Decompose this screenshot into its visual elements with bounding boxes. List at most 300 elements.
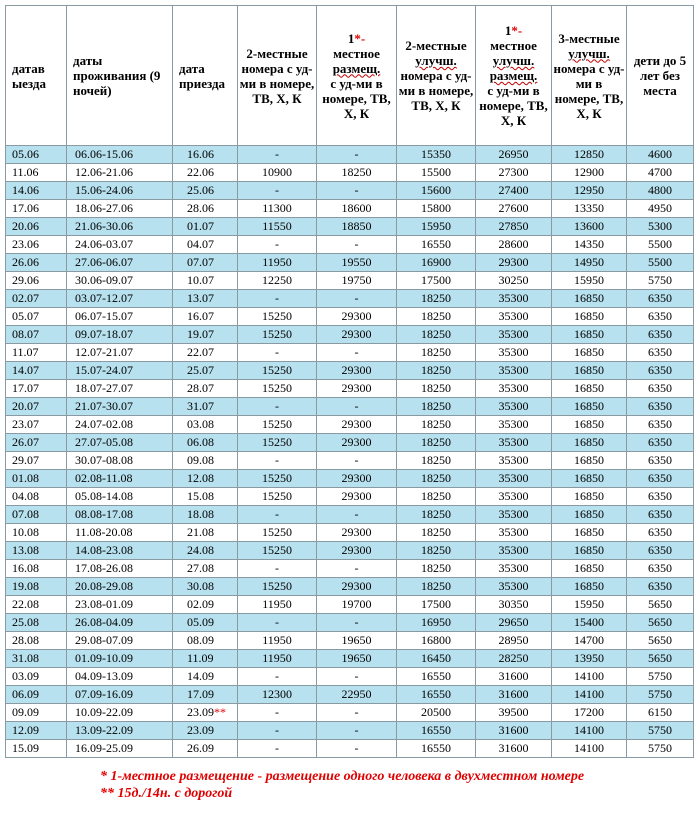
cell-children-price	[627, 434, 694, 452]
cell-value: 6350	[648, 363, 672, 377]
cell-double-improved-price	[397, 542, 476, 560]
cell-children-price	[627, 650, 694, 668]
cell-single-price	[317, 578, 397, 596]
cell-value: 16850	[574, 417, 604, 431]
cell-triple-improved-price	[552, 236, 627, 254]
cell-children-price	[627, 542, 694, 560]
cell-double-price	[238, 164, 317, 182]
cell-triple-improved-price	[552, 272, 627, 290]
cell-value: 12.06-21.06	[75, 165, 133, 179]
cell-value: 12.08	[187, 471, 214, 485]
cell-value: 05.09	[187, 615, 214, 629]
cell-double-improved-price	[397, 470, 476, 488]
cell-value: 5650	[648, 615, 672, 629]
cell-double-price	[238, 218, 317, 236]
cell-arrival-date	[173, 290, 238, 308]
cell-arrival-date	[173, 596, 238, 614]
table-row	[6, 218, 694, 236]
cell-value: 29300	[498, 255, 529, 269]
cell-double-price	[238, 290, 317, 308]
cell-value: 21.07-30.07	[75, 399, 133, 413]
cell-value: 31600	[498, 723, 529, 737]
cell-value: 06.07-15.07	[75, 309, 133, 323]
table-row	[6, 506, 694, 524]
price-table-wrapper	[5, 5, 694, 758]
cell-value: 18250	[421, 579, 451, 593]
cell-single-improved-price	[476, 632, 552, 650]
cell-triple-improved-price	[552, 362, 627, 380]
cell-value: 13950	[574, 651, 604, 665]
cell-value: 31600	[498, 741, 529, 755]
cell-double-price	[238, 416, 317, 434]
cell-single-improved-price	[476, 200, 552, 218]
cell-value: -	[354, 705, 359, 719]
cell-value: -	[354, 723, 359, 737]
cell-value: 35300	[498, 507, 529, 521]
cell-value: 18250	[421, 363, 451, 377]
cell-single-price	[317, 254, 397, 272]
cell-children-price	[627, 524, 694, 542]
cell-value: 19700	[341, 597, 372, 611]
cell-value: 07.07	[187, 255, 214, 269]
cell-single-price	[317, 326, 397, 344]
cell-value: 26.08-04.09	[75, 615, 133, 629]
cell-departure-date	[6, 380, 67, 398]
cell-triple-improved-price	[552, 668, 627, 686]
cell-value: -	[354, 183, 359, 197]
cell-single-improved-price	[476, 398, 552, 416]
cell-single-improved-price	[476, 434, 552, 452]
cell-stay-dates	[67, 416, 173, 434]
cell-single-price	[317, 380, 397, 398]
cell-value: 5750	[648, 741, 672, 755]
cell-double-price	[238, 740, 317, 758]
cell-value: 14.09	[187, 669, 214, 683]
cell-value: 35300	[498, 327, 529, 341]
table-row	[6, 686, 694, 704]
footnote-with-travel: ** 15д./14н. с дорогой	[100, 786, 233, 801]
cell-triple-improved-price	[552, 704, 627, 722]
cell-arrival-date	[173, 416, 238, 434]
cell-single-price	[317, 236, 397, 254]
cell-value: 28.06	[187, 201, 214, 215]
cell-value: 16900	[421, 255, 451, 269]
cell-value: 28250	[498, 651, 529, 665]
cell-value: 6350	[648, 381, 672, 395]
cell-value: 18250	[421, 471, 451, 485]
cell-value: 23.08-01.09	[75, 597, 133, 611]
cell-value: 03.09	[12, 669, 39, 683]
cell-children-price	[627, 488, 694, 506]
cell-value: 35300	[498, 417, 529, 431]
table-row	[6, 164, 694, 182]
cell-value: 19.08	[12, 579, 39, 593]
cell-value: 4950	[648, 201, 672, 215]
cell-value: 28600	[498, 237, 529, 251]
cell-value: 29300	[341, 309, 372, 323]
table-row	[6, 668, 694, 686]
cell-value: -	[275, 183, 279, 197]
cell-value: 10900	[262, 165, 292, 179]
cell-single-price	[317, 362, 397, 380]
cell-value: 27.08	[187, 561, 214, 575]
cell-departure-date	[6, 290, 67, 308]
cell-children-price	[627, 560, 694, 578]
cell-value: 18250	[421, 417, 451, 431]
cell-children-price	[627, 506, 694, 524]
table-row	[6, 632, 694, 650]
cell-single-price	[317, 524, 397, 542]
cell-value: 28.08	[12, 633, 39, 647]
cell-value: 28.07	[187, 381, 214, 395]
cell-value: 18250	[421, 381, 451, 395]
cell-single-price	[317, 686, 397, 704]
cell-value: 12850	[574, 147, 604, 161]
cell-value: 6150	[648, 705, 672, 719]
cell-double-price	[238, 362, 317, 380]
table-row	[6, 722, 694, 740]
cell-value: 08.07	[12, 327, 39, 341]
cell-single-improved-price	[476, 722, 552, 740]
cell-single-price	[317, 434, 397, 452]
cell-children-price	[627, 632, 694, 650]
cell-double-price	[238, 236, 317, 254]
cell-arrival-date	[173, 704, 238, 722]
cell-value: 22.06	[187, 165, 214, 179]
cell-single-price	[317, 668, 397, 686]
cell-triple-improved-price	[552, 218, 627, 236]
cell-value: 35300	[498, 525, 529, 539]
cell-departure-date	[6, 506, 67, 524]
cell-stay-dates	[67, 200, 173, 218]
cell-value: 35300	[498, 543, 529, 557]
cell-double-improved-price	[397, 560, 476, 578]
cell-value: 26.06	[12, 255, 39, 269]
cell-value: 6350	[648, 561, 672, 575]
cell-value: -	[354, 237, 359, 251]
header-row	[6, 6, 694, 146]
cell-value: 4600	[648, 147, 672, 161]
cell-stay-dates	[67, 452, 173, 470]
cell-value: 35300	[498, 399, 529, 413]
cell-value: 16550	[421, 741, 451, 755]
cell-value: 15400	[574, 615, 604, 629]
cell-value: 12.07-21.07	[75, 345, 133, 359]
cell-departure-date	[6, 146, 67, 164]
cell-single-improved-price	[476, 686, 552, 704]
cell-value: 27.06-06.07	[75, 255, 133, 269]
cell-value: 28950	[498, 633, 529, 647]
cell-value: 17.07	[12, 381, 39, 395]
cell-value: 05.06	[12, 147, 39, 161]
cell-value: 21.06-30.06	[75, 219, 133, 233]
cell-stay-dates	[67, 542, 173, 560]
cell-value: 6350	[648, 291, 672, 305]
cell-value: 35300	[498, 453, 529, 467]
cell-value: 15800	[421, 201, 451, 215]
table-row	[6, 740, 694, 758]
cell-double-improved-price	[397, 164, 476, 182]
cell-stay-dates	[67, 506, 173, 524]
cell-value: 29300	[341, 435, 372, 449]
cell-value: 15950	[574, 273, 604, 287]
cell-single-price	[317, 470, 397, 488]
cell-value: 18250	[421, 543, 451, 557]
cell-value: 35300	[498, 579, 529, 593]
cell-triple-improved-price	[552, 326, 627, 344]
cell-single-price	[317, 416, 397, 434]
table-row	[6, 236, 694, 254]
cell-arrival-date	[173, 560, 238, 578]
cell-value: 6350	[648, 489, 672, 503]
cell-children-price	[627, 470, 694, 488]
table-row	[6, 524, 694, 542]
cell-value: 16850	[574, 345, 604, 359]
header-simp-num: 1	[504, 23, 512, 38]
table-row	[6, 650, 694, 668]
cell-value: -	[354, 291, 359, 305]
cell-departure-date	[6, 740, 67, 758]
cell-value: 15250	[262, 327, 292, 341]
cell-single-price	[317, 290, 397, 308]
cell-value: 16850	[574, 525, 604, 539]
cell-stay-dates	[67, 434, 173, 452]
cell-children-price	[627, 146, 694, 164]
cell-value: 14.06	[12, 183, 39, 197]
cell-double-price	[238, 452, 317, 470]
cell-value: 01.07	[187, 219, 214, 233]
cell-arrival-date	[173, 434, 238, 452]
cell-value: 35300	[498, 363, 529, 377]
cell-value: 35300	[498, 471, 529, 485]
cell-single-price	[317, 632, 397, 650]
cell-arrival-date	[173, 272, 238, 290]
cell-departure-date	[6, 416, 67, 434]
cell-value: -	[354, 615, 359, 629]
header-single-rest: с уд-ми в номере, ТВ, Х, К	[322, 75, 391, 121]
cell-double-improved-price	[397, 344, 476, 362]
cell-children-price	[627, 200, 694, 218]
cell-single-price	[317, 398, 397, 416]
header-timp-b: улучш.	[568, 45, 610, 61]
cell-children-price	[627, 722, 694, 740]
cell-arrival-date	[173, 470, 238, 488]
cell-stay-dates	[67, 704, 173, 722]
cell-double-improved-price	[397, 488, 476, 506]
cell-children-price	[627, 308, 694, 326]
cell-arrival-date	[173, 146, 238, 164]
cell-single-improved-price	[476, 182, 552, 200]
table-row	[6, 560, 694, 578]
cell-single-price	[317, 452, 397, 470]
cell-double-improved-price	[397, 668, 476, 686]
cell-double-price	[238, 722, 317, 740]
header-single-num: 1	[347, 30, 355, 46]
cell-value: 17.08-26.08	[75, 561, 133, 575]
cell-double-improved-price	[397, 704, 476, 722]
cell-double-price	[238, 182, 317, 200]
cell-value: 14.07	[12, 363, 39, 377]
cell-value: 18.08	[187, 507, 214, 521]
header-simp-asterisk: *-	[511, 23, 523, 38]
cell-stay-dates	[67, 578, 173, 596]
cell-value: 27400	[498, 183, 529, 197]
cell-value: 6350	[648, 507, 672, 521]
double-asterisk-marker: **	[214, 705, 226, 719]
cell-double-price	[238, 146, 317, 164]
cell-value: 16850	[574, 561, 604, 575]
cell-value: 11300	[262, 201, 292, 215]
cell-value: 17500	[421, 597, 451, 611]
cell-value: 14350	[574, 237, 604, 251]
cell-double-improved-price	[397, 434, 476, 452]
cell-value: -	[354, 507, 359, 521]
cell-single-improved-price	[476, 146, 552, 164]
cell-value: 12900	[574, 165, 604, 179]
cell-children-price	[627, 380, 694, 398]
cell-arrival-date	[173, 218, 238, 236]
cell-value: 12950	[574, 183, 604, 197]
cell-value: 18250	[421, 345, 451, 359]
cell-value: 15250	[262, 489, 292, 503]
cell-stay-dates	[67, 146, 173, 164]
cell-value: -	[354, 399, 359, 413]
cell-departure-date	[6, 722, 67, 740]
cell-triple-improved-price	[552, 632, 627, 650]
cell-value: 14.08-23.08	[75, 543, 133, 557]
cell-value: 5750	[648, 273, 672, 287]
cell-arrival-date	[173, 236, 238, 254]
table-row	[6, 344, 694, 362]
cell-value: 16850	[574, 543, 604, 557]
cell-value: 18250	[421, 291, 451, 305]
cell-single-improved-price	[476, 308, 552, 326]
cell-departure-date	[6, 686, 67, 704]
cell-value: 29650	[498, 615, 529, 629]
header-triple-improved	[552, 6, 627, 146]
cell-single-price	[317, 146, 397, 164]
cell-departure-date	[6, 398, 67, 416]
cell-stay-dates	[67, 182, 173, 200]
cell-value: 6350	[648, 453, 672, 467]
cell-value: 15250	[262, 579, 292, 593]
cell-value: -	[275, 507, 279, 521]
cell-double-price	[238, 398, 317, 416]
cell-single-price	[317, 596, 397, 614]
cell-value: 16850	[574, 363, 604, 377]
cell-value: 5650	[648, 633, 672, 647]
cell-stay-dates	[67, 236, 173, 254]
cell-value: 6350	[648, 471, 672, 485]
cell-value: 29.07	[12, 453, 39, 467]
cell-single-improved-price	[476, 452, 552, 470]
table-row	[6, 308, 694, 326]
cell-triple-improved-price	[552, 560, 627, 578]
cell-value: 18250	[421, 435, 451, 449]
header-simp-c: местное	[490, 38, 537, 53]
cell-double-improved-price	[397, 524, 476, 542]
cell-children-price	[627, 668, 694, 686]
table-row	[6, 596, 694, 614]
cell-value: 5650	[648, 651, 672, 665]
cell-value: 03.07-12.07	[75, 291, 133, 305]
cell-arrival-date	[173, 506, 238, 524]
cell-single-price	[317, 506, 397, 524]
cell-children-price	[627, 218, 694, 236]
cell-double-price	[238, 326, 317, 344]
cell-value: 19750	[341, 273, 372, 287]
cell-value: 16550	[421, 669, 451, 683]
cell-value: 6350	[648, 579, 672, 593]
cell-value: 18250	[421, 327, 451, 341]
table-row	[6, 542, 694, 560]
cell-value: 5500	[648, 255, 672, 269]
cell-triple-improved-price	[552, 488, 627, 506]
cell-double-price	[238, 380, 317, 398]
cell-value: 18250	[421, 453, 451, 467]
cell-single-price	[317, 272, 397, 290]
cell-arrival-date	[173, 668, 238, 686]
cell-value: 14100	[574, 741, 604, 755]
cell-stay-dates	[67, 650, 173, 668]
header-dimp-c: номера с уд-ми в номере, ТВ, Х, К	[398, 68, 474, 113]
cell-double-price	[238, 308, 317, 326]
cell-double-price	[238, 434, 317, 452]
cell-value: 23.06	[12, 237, 39, 251]
header-timp-a: 3-местные	[558, 30, 620, 46]
cell-value: 16850	[574, 579, 604, 593]
cell-stay-dates	[67, 470, 173, 488]
cell-triple-improved-price	[552, 182, 627, 200]
header-simp-e: размещ.	[489, 68, 538, 83]
cell-value: 15350	[421, 147, 451, 161]
cell-value: 16.09-25.09	[75, 741, 133, 755]
cell-value: -	[275, 669, 279, 683]
cell-value: 13350	[574, 201, 604, 215]
cell-arrival-date	[173, 182, 238, 200]
cell-value: -	[354, 561, 359, 575]
cell-value: 24.08	[187, 543, 214, 557]
cell-single-price	[317, 200, 397, 218]
cell-value: 10.08	[12, 525, 39, 539]
cell-value: 15250	[262, 309, 292, 323]
cell-arrival-date	[173, 380, 238, 398]
cell-double-improved-price	[397, 416, 476, 434]
cell-value: 16450	[421, 651, 451, 665]
header-single-word: местное	[333, 45, 380, 61]
cell-double-price	[238, 686, 317, 704]
cell-single-improved-price	[476, 344, 552, 362]
cell-value: 11950	[262, 255, 292, 269]
cell-value: 27850	[498, 219, 529, 233]
cell-value: 5500	[648, 237, 672, 251]
cell-double-price	[238, 596, 317, 614]
cell-value: 17.06	[12, 201, 39, 215]
table-row	[6, 398, 694, 416]
cell-value: 02.08-11.08	[75, 471, 133, 485]
cell-double-price	[238, 488, 317, 506]
cell-value: 27300	[498, 165, 529, 179]
cell-value: 20.06	[12, 219, 39, 233]
cell-children-price	[627, 254, 694, 272]
cell-double-price	[238, 614, 317, 632]
cell-value: 15.07-24.07	[75, 363, 133, 377]
cell-children-price	[627, 740, 694, 758]
cell-children-price	[627, 416, 694, 434]
cell-value: 09.09	[12, 705, 39, 719]
cell-value: 15250	[262, 363, 292, 377]
cell-double-price	[238, 254, 317, 272]
